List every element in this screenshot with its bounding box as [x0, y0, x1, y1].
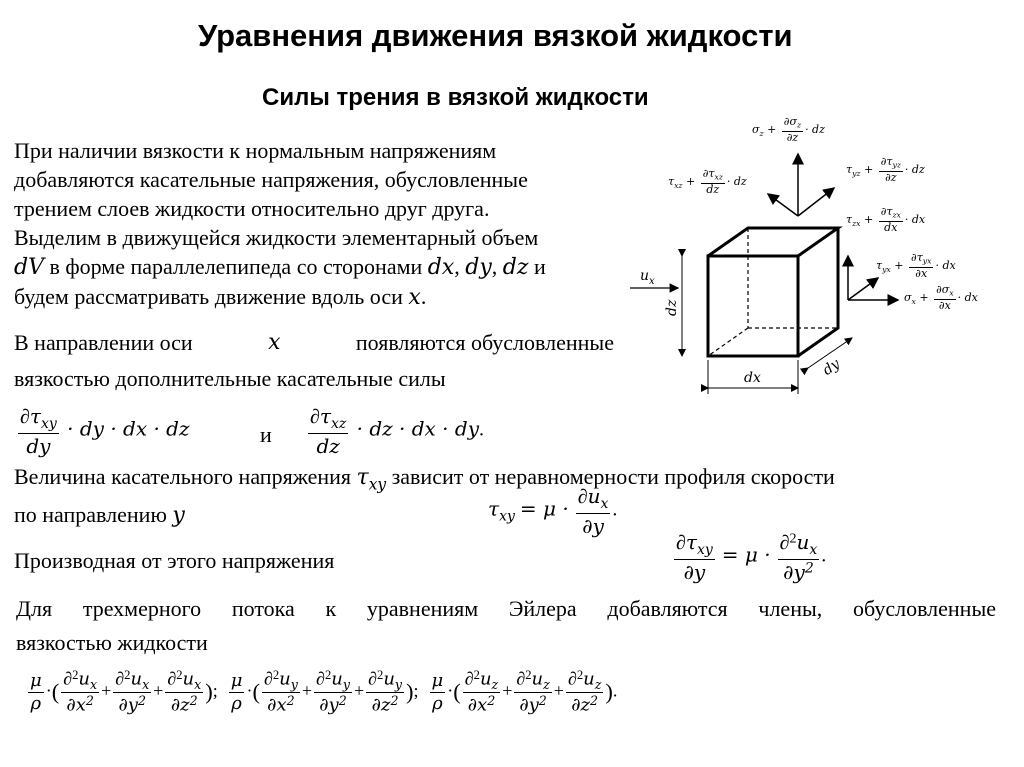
page-title: Уравнения движения вязкой жидкости	[198, 18, 793, 53]
label-dx: dx	[744, 370, 761, 386]
direction-line-1: В направлении оси x появляются обусловленные	[14, 330, 614, 355]
label-dy: dy	[820, 356, 843, 379]
intro-line-6: будем рассматривать движение вдоль оси x.	[14, 284, 427, 310]
stress-label-sigma-z: $\sigma_z$ + $\frac{\partial\sigma_z}{\partial z}$ · dz	[752, 115, 825, 144]
derivative-formula: $\partial\tau_{xy}$ ∂y = μ · $\frac{\partial^2u_x}{\partial y^2}$ .	[676, 530, 827, 584]
stress-label-tau-yz: $\tau_{yz}$ + $\partial\tau_{yz}$ ∂z · dz	[846, 155, 925, 184]
intro-line-2: добавляются касательные напряжения, обусловленные	[14, 167, 528, 192]
paragraph-stress: Величина касательного напряжения $\tau_{xy}$ зависит от неравномерности профиля скорости	[14, 464, 835, 494]
stress-label-tau-xz: $\tau_{xz}$ + $\partial\tau_{xz}$ dz · dz	[668, 167, 747, 196]
3d-line-2: вязкостью жидкости	[16, 630, 208, 655]
3d-line-1: Для трехмерного потока к уравнениям Эйлера добавляются члены, обусловленные	[16, 596, 996, 621]
label-dz: dz	[664, 299, 680, 316]
paragraph-3d	[16, 592, 996, 660]
paragraph-stress-2: по направлению y	[14, 502, 185, 528]
and-word: и	[260, 422, 272, 447]
intro-line-3: трением слоев жидкости относительно друг друга.	[14, 196, 490, 221]
paragraph-direction	[14, 325, 614, 397]
direction-line-2: вязкостью дополнительные касательные силы	[14, 366, 446, 391]
intro-line-4: Выделим в движущейся жидкости элементарный объем	[14, 225, 539, 250]
stress-label-sigma-x: $\sigma_x$ + $\frac{\partial\sigma_x}{\partial x}$ · dx	[904, 283, 978, 312]
section-subtitle: Силы трения в вязкой жидкости	[262, 84, 649, 111]
parallelepiped-diagram	[630, 110, 1024, 400]
newton-law-formula: $\tau_{xy} = \mu$ · $\frac{\partial u_x}{\partial y}$ .	[488, 484, 618, 538]
shear-force-xy: $\partial\tau_{xy}$ dy · dy · dx · dz	[20, 404, 190, 458]
stress-label-tau-yx: $\tau_{yx}$ + $\partial\tau_{yx}$ ∂x · dx	[876, 251, 956, 280]
label-ux: $u_x$	[640, 268, 655, 287]
paragraph-intro	[14, 136, 546, 312]
intro-line-1: При наличии вязкости к нормальным напряжениям	[14, 138, 497, 163]
paragraph-derivative: Производная от этого напряжения	[14, 548, 335, 573]
viscous-terms-formula: $\frac{\mu}{\rho}$ ·( $\frac{\partial^2u_x}{\partial x^2}$ + $\frac{\partial^2u_x}{\partial y^2}$ + $\frac{\partial^2u_x}{\partial z^2}$ ); $\frac{\mu}{\rho}$ ·( $\frac{\partial^2u_y}{\partial x^2}$ + $\frac{\partial^2u_y}{\partial y^2}$ + $\frac{\partial^2u_y}{\partial z^2}$ ); $\frac{\mu}{\rho}$ ·( $\frac{\partial^2u_z}{\partial x^2}$ + $\frac{\partial^2u_z}{\partial y^2}$ + $\frac{\partial^2u_z}{\partial z^2}$ ).	[30, 668, 618, 716]
stress-label-tau-zx: $\tau_{zx}$ + $\partial\tau_{zx}$ dx · dx	[846, 205, 926, 234]
intro-line-5: dV в форме параллелепипеда со сторонами dx, dy, dz и	[14, 254, 546, 280]
shear-force-xz: $\partial\tau_{xz}$ dz · dz · dx · dy.	[310, 404, 484, 458]
